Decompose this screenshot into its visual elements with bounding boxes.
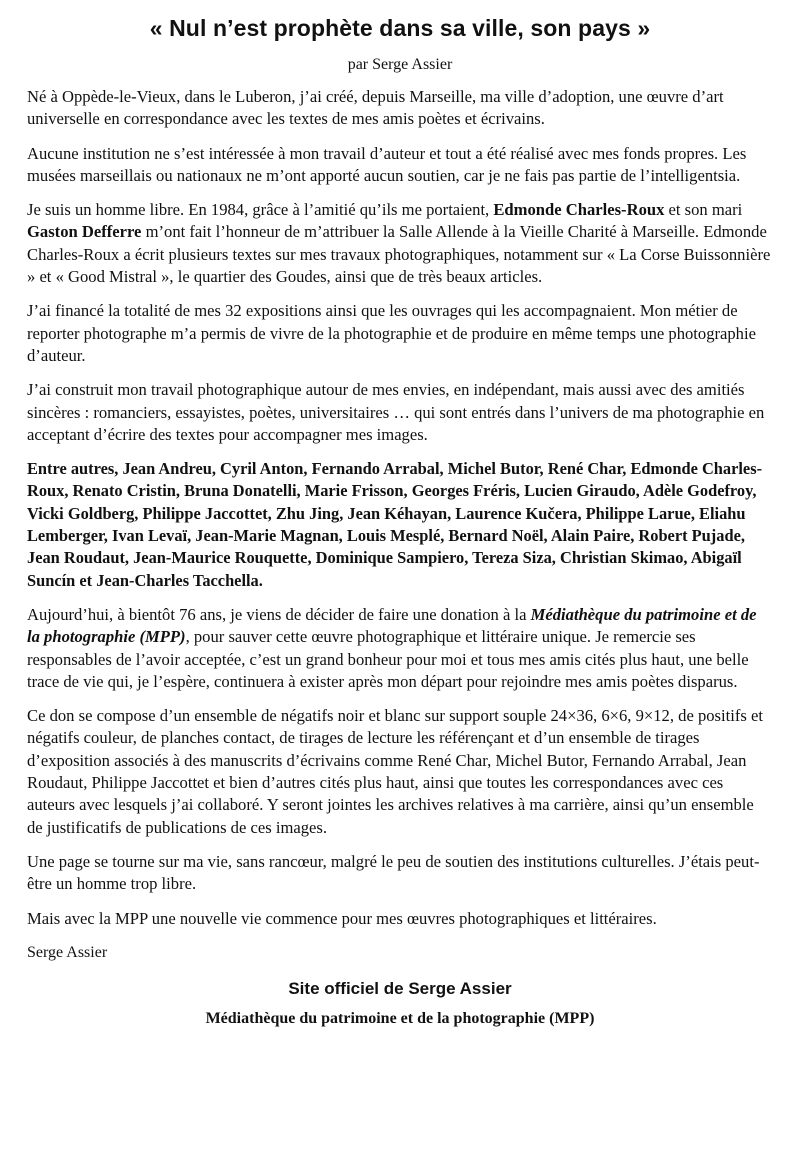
signature: Serge Assier — [27, 943, 108, 961]
paragraph-7-text-1: Aujourd’hui, à bientôt 76 ans, je viens de décider de faire une donation à la — [27, 604, 531, 624]
paragraph-3 — [27, 199, 773, 288]
author-byline: par Serge Assier — [347, 56, 453, 73]
contributors-list: Entre autres, Jean Andreu, Cyril Anton, Fernando Arrabal, Michel Butor, René Char, Edmonde Charles-Roux, Renato Cristin, Bruna Donatelli, Marie Frisson, Georges Fréris, Lucien Giraudo, Adèle Godefroy, Vicki Goldberg, Philippe Jaccottet, Zhu Jing, Jean Kéhayan, Laurence Kučera, Philippe Larue, Eliahu Lemberger, Ivan Levaï, Jean-Marie Magnan, Louis Mesplé, Bernard Noël, Alain Paire, Robert Pujade, Jean Roudaut, Jean-Maurice Rouquette, Dominique Sampiero, Tereza Siza, Christian Skimao, Abigaïl Suncín et Jean-Charles Tacchella. — [27, 459, 763, 590]
paragraph-1: Né à Oppède-le-Vieux, dans le Luberon, j’ai créé, depuis Marseille, ma ville d’adoption, une œuvre d’art universelle en correspondance avec les textes de mes amis poètes et écrivains. — [27, 87, 724, 129]
paragraph-2: Aucune institution ne s’est intéressée à mon travail d’auteur et tout a été réalisé avec mes fonds propres. Les musées marseillais ou nationaux ne m’ont apporté aucun soutien, car je ne fais pas partie de l’intelligentsia. — [27, 143, 747, 185]
paragraph-8: Ce don se compose d’un ensemble de négatifs noir et blanc sur support souple 24×36, 6×6, 9×12, de positifs et négatifs couleur, de planches contact, de tirages de lecture les référençant et d’un ensemble de tirages d’exposition associés à des manuscrits d’écrivains comme René Char, Michel Butor, Fernando Arrabal, Jean Roudaut, Philippe Jaccottet et bien d’autres cités plus haut, ainsi que toutes les correspondances avec ces auteurs avec lesquels j’ai collaboré. Y seront jointes les archives relatives à ma carrière, ainsi qu’un ensemble de justificatifs de publications de ces images. — [27, 706, 763, 837]
mpp-link[interactable]: Médiathèque du patrimoine et de la photographie (MPP) — [205, 1009, 595, 1027]
paragraph-3-text-1: Je suis un homme libre. En 1984, grâce à l’amitié qu’ils me portaient, — [27, 200, 494, 220]
paragraph-4: J’ai financé la totalité de mes 32 expositions ainsi que les ouvrages qui les accompagnaient. Mon métier de reporter photographe m’a permis de vivre de la photographie et de produire en même temps une photographie d’auteur. — [27, 301, 756, 365]
page-title: « Nul n’est prophète dans sa ville, son pays » — [149, 15, 651, 41]
paragraph-9: Une page se tourne sur ma vie, sans rancœur, malgré le peu de soutien des institutions culturelles. J’étais peut-être un homme trop libre. — [27, 851, 760, 894]
paragraph-7 — [27, 604, 773, 693]
name-gaston-defferre: Gaston Defferre — [27, 222, 142, 242]
paragraph-3-text-3: m’ont fait l’honneur de m’attribuer la Salle Allende à la Vieille Charité à Marseille. Edmonde Charles-Roux a écrit plusieurs textes sur mes travaux photographiques, notamment sur « La Corse Buissonnière » et « Good Mistral », le quartier des Goudes, ainsi que de très beaux articles. — [27, 222, 771, 287]
paragraph-3-text-2: et son mari — [664, 200, 743, 220]
paragraph-10: Mais avec la MPP une nouvelle vie commence pour mes œuvres photographiques et littéraires. — [27, 908, 657, 928]
name-edmonde-charles-roux: Edmonde Charles-Roux — [493, 200, 665, 220]
mpp-name-emphasis: Médiathèque du patrimoine et de la photographie (MPP) — [27, 604, 757, 647]
paragraph-7-text-2: , pour sauver cette œuvre photographique et littéraire unique. Je remercie ses responsables de l’avoir acceptée, c’est un grand bonheur pour moi et tous mes amis cités plus haut, une belle trace de vie qui, je l’espère, continuera à exister après mon départ pour rejoindre mes amis poètes disparus. — [27, 627, 749, 691]
paragraph-5: J’ai construit mon travail photographique autour de mes envies, en indépendant, mais aussi avec des amitiés sincères : romanciers, essayistes, poètes, universitaires … qui sont entrés dans l’univers de ma photographie en acceptant d’écrire des textes pour accompagner mes images. — [27, 380, 765, 444]
official-site-link[interactable]: Site officiel de Serge Assier — [288, 978, 512, 998]
